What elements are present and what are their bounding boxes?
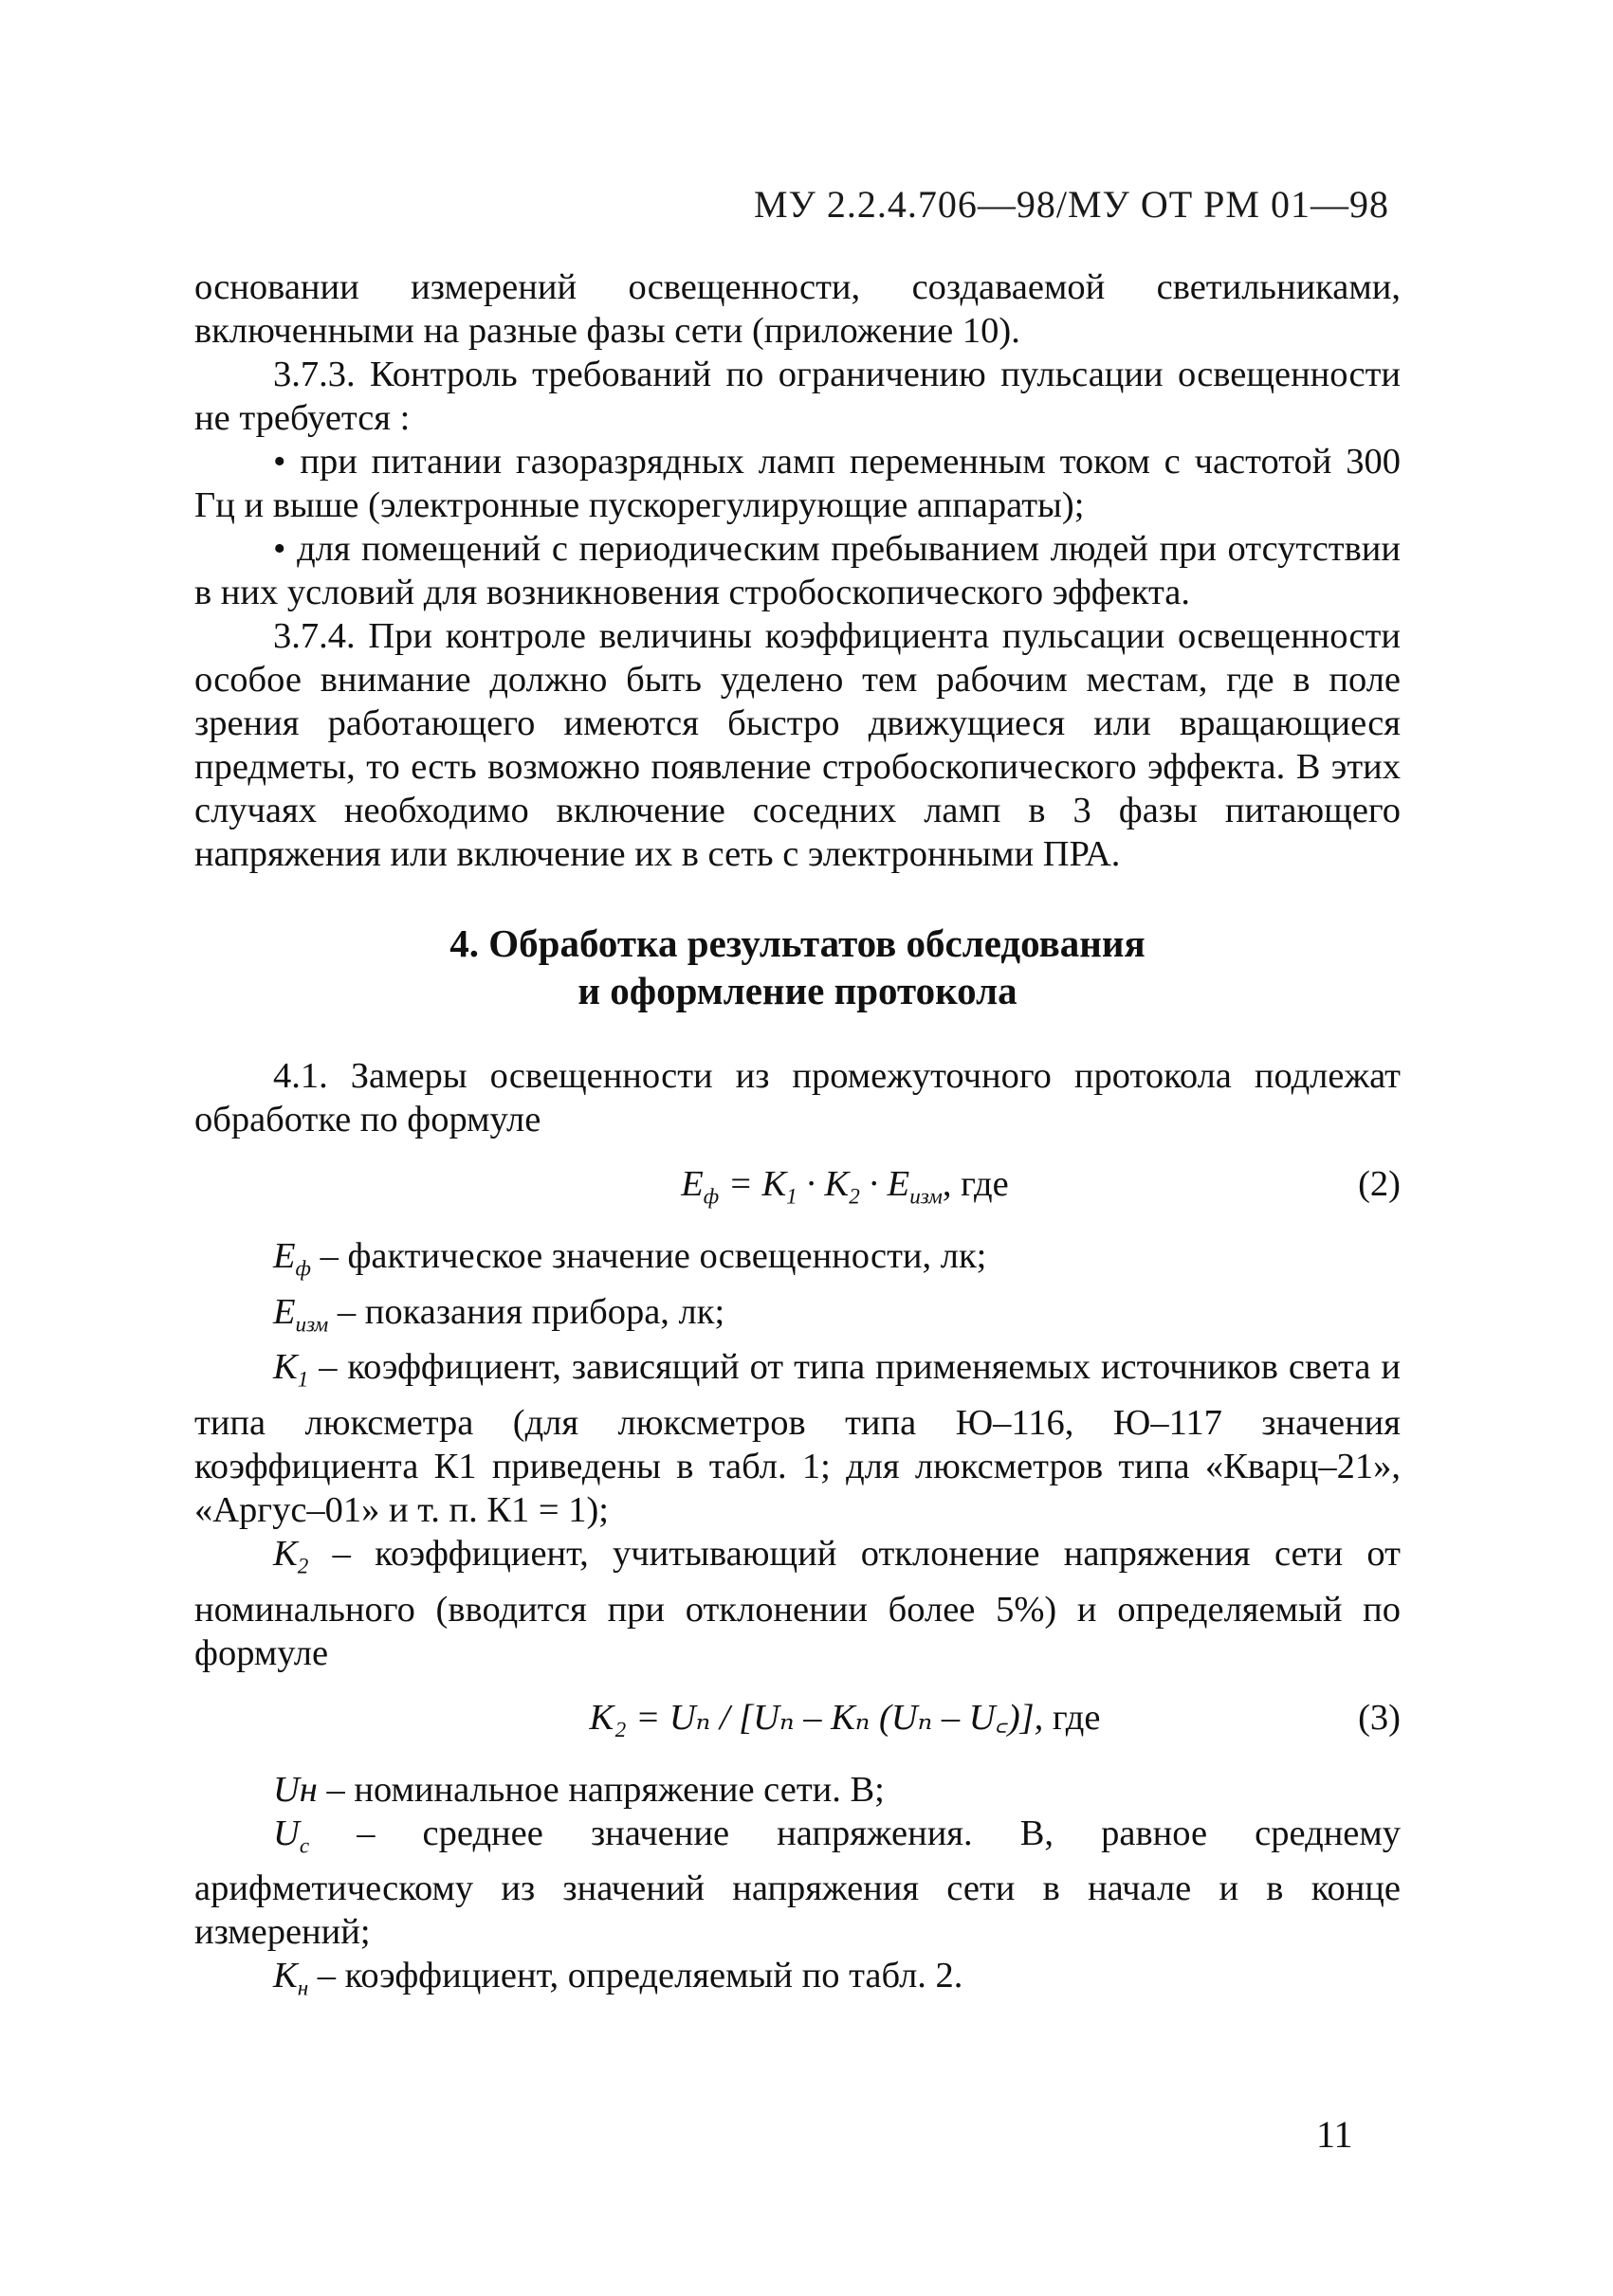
section-heading-line-2: и оформление протокола xyxy=(577,969,1017,1012)
paragraph-continuation: основании измерений освещенности, создаваемой светильниками, включенными на разные фазы сети (приложение 10). xyxy=(194,267,1401,351)
definition-un: Uн – номинальное напряжение сети. В; xyxy=(273,1769,885,1810)
definition-ef: $E_ф$ – фактическое значение освещенности, лк; xyxy=(273,1236,987,1281)
paragraph-3-7-3: 3.7.3. Контроль требований по ограничению пульсации освещенности не требуется : xyxy=(194,355,1401,438)
definition-eizm: $E_{изм}$ – показания прибора, лк; xyxy=(273,1291,725,1337)
definition-uc: $U_с$ – среднее значение напряжения. В, равное среднему арифметическому из значений напряжения сети в начале и в конце измерений; xyxy=(194,1813,1401,1953)
section-heading xyxy=(194,920,1401,1014)
paragraph-3-7-4: 3.7.4. При контроле величины коэффициента пульсации освещенности особое внимание должно быть уделено тем рабочим местам, где в поле зрения работающего имеются быстро движущиеся или вращающиеся предметы, то есть возможно появление стробоскопического эффекта. В этих случаях необходимо включение соседних ламп в 3 фазы питающего напряжения или включение их в сеть с электронными ПРА. xyxy=(194,616,1401,874)
formula-3-expression: K₂ = Uₙ / [Uₙ – Kₙ (Uₙ – U꜀)], где xyxy=(589,1697,1101,1738)
bullet-item-2: • для помещений с периодическим пребыванием людей при отсутствии в них условий для возникновения стробоскопического эффекта. xyxy=(194,529,1401,612)
page-number: 11 xyxy=(1316,2113,1353,2156)
formula-3 xyxy=(194,1696,1401,1743)
section-heading-line-1: 4. Обработка результатов обследования xyxy=(449,921,1146,965)
formula-2 xyxy=(194,1162,1401,1210)
formula-2-expression: $E_ф = K_1 \cdot K_2 \cdot E_{изм}$, где xyxy=(681,1164,1009,1209)
document-header: МУ 2.2.4.706—98/МУ ОТ РМ 01—98 xyxy=(753,183,1389,226)
document-body xyxy=(194,265,1401,2010)
formula-3-number: (3) xyxy=(1358,1697,1401,1738)
definition-k1: $K_1$ – коэффициент, зависящий от типа применяемых источников света и типа люксметра (для люксметров типа Ю–116, Ю–117 значения коэффициента К1 приведены в табл. 1; для люксметров типа «Кварц–21», «Аргус–01» и т. п. К1 = 1); xyxy=(194,1347,1401,1531)
bullet-item-1: • при питании газоразрядных ламп переменным током с частотой 300 Гц и выше (электронные пускорегулирующие аппараты); xyxy=(194,442,1401,525)
definition-k2: $K_2$ – коэффициент, учитывающий отклонение напряжения сети от номинального (вводится при отклонении более 5%) и определяемый по формуле xyxy=(194,1534,1401,1673)
paragraph-4-1: 4.1. Замеры освещенности из промежуточного протокола подлежат обработке по формуле xyxy=(194,1056,1401,1139)
formula-2-number: (2) xyxy=(1358,1164,1401,1204)
definition-kn: $K_н$ – коэффициент, определяемый по табл. 2. xyxy=(273,1956,963,2001)
